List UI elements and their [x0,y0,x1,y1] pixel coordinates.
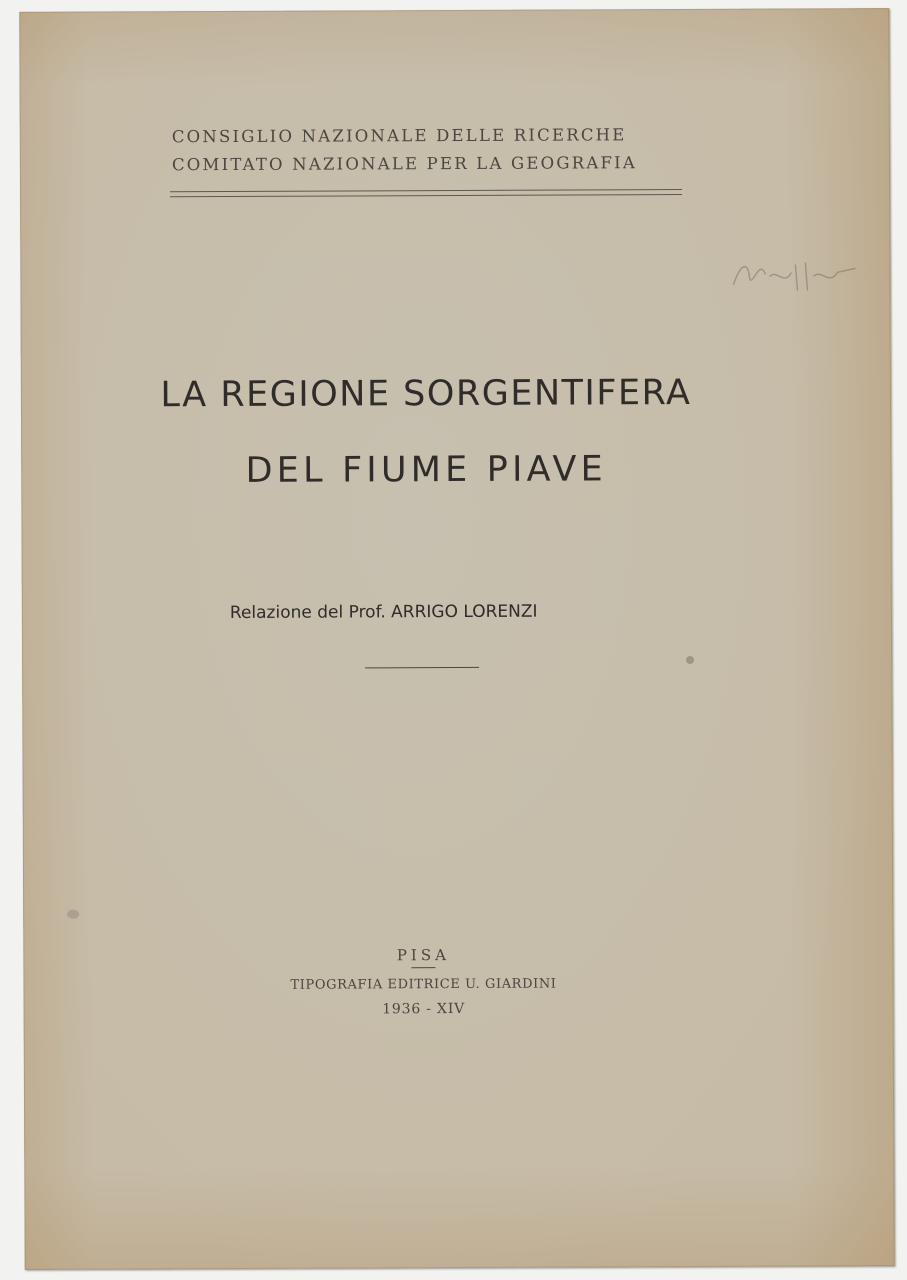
institution-header [172,121,682,179]
pencil-annotation-mark [725,246,865,307]
paper-foxing-spot [686,656,694,664]
imprint-city: PISA [396,946,450,965]
title-line-1: LA REGIONE SORGENTIFERA [160,372,692,416]
header-line-1: CONSIGLIO NAZIONALE DELLE RICERCHE [171,125,627,147]
author-name: ARRIGO LORENZI [391,601,538,623]
booklet-cover [19,8,894,1270]
paper-foxing-spot [67,910,79,919]
author-prefix: Relazione del Prof. [229,602,392,623]
imprint-printer: TIPOGRAFIA EDITRICE U. GIARDINI [290,976,557,993]
author-separator-rule [365,667,479,668]
title-line-2: DEL FIUME PIAVE [245,449,608,491]
imprint-block [223,942,623,1021]
cover-title [131,355,722,510]
header-double-rule [170,189,682,197]
header-line-2: COMITATO NAZIONALE PER LA GEOGRAFIA [171,153,637,175]
author-line [230,602,538,623]
imprint-year: 1936 - XIV [382,1000,466,1018]
